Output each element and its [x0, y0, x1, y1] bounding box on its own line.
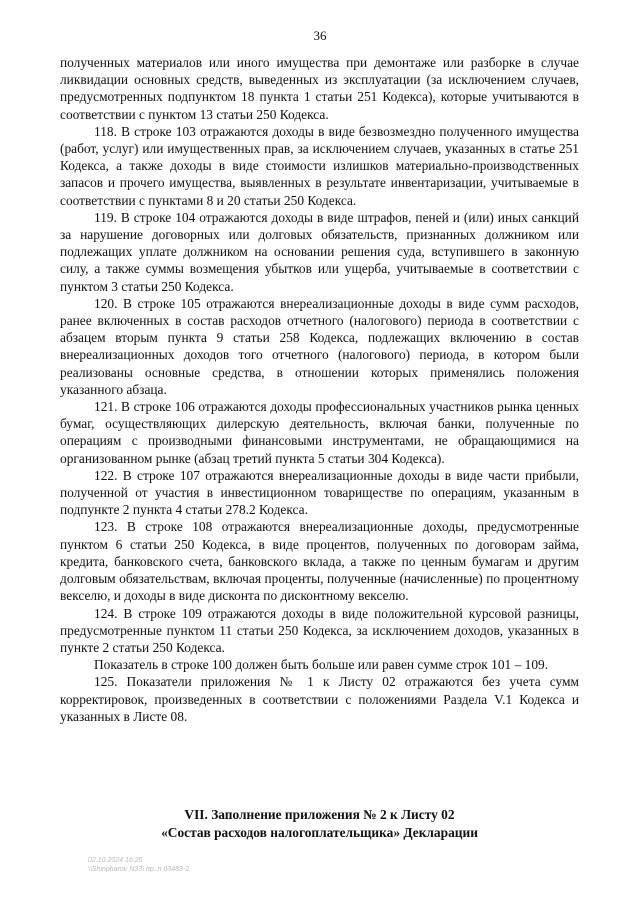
paragraph-118: 118. В строке 103 отражаются доходы в виде безвозмездно полученного имущества (работ, услуг) или имущественных прав, за исключением случаев, указанных в статье 251 Кодекса, а также доходы в виде стоимости излишков материально-производственных запасов и прочего имущества, выявленных в результате инвентаризации, учитываемые в соответствии с пунктами 8 и 20 статьи 250 Кодекса.: [60, 123, 579, 208]
paragraph-121: 121. В строке 106 отражаются доходы профессиональных участников рынка ценных бумаг, осуществляющих дилерскую деятельность, включая банки, полученные по операциям с производными финансовыми инструментами, не обращающимися на организованном рынке (абзац третий пункта 5 статьи 304 Кодекса).: [60, 399, 579, 466]
paragraph-124: 124. В строке 109 отражаются доходы в виде положительной курсовой разницы, предусмотренные пунктом 11 статьи 250 Кодекса, за исключением доходов, указанных в пункте 2 статьи 250 Кодекса.: [60, 605, 579, 655]
paragraph-continuation: полученных материалов или иного имущества при демонтаже или разборке в случае ликвидации основных средств, выведенных из эксплуатации (за исключением случаев, предусмотренных подпунктом 18 пункта 1 статьи 251 Кодекса), которые учитываются в соответствии с пунктом 13 статьи 250 Кодекса.: [60, 55, 579, 122]
body-text: [60, 54, 579, 725]
document-stamp: [88, 856, 189, 874]
paragraph-indicator-note: Показатель в строке 100 должен быть больше или равен сумме строк 101 – 109.: [94, 657, 549, 673]
section-heading-line-2: «Состав расходов налогоплательщика» Декларации: [161, 825, 478, 840]
paragraph-120: 120. В строке 105 отражаются внереализационные доходы в виде сумм расходов, ранее включенных в состав расходов отчетного (налогового) периода в соответствии с абзацем вторым пункта 9 статьи 258 Кодекса, подлежащих включению в состав внереализационных доходов того отчетного (налогового) периода, в котором были реализованы основные средства, в отношении которых применялись положения указанного абзаца.: [60, 295, 579, 397]
paragraph-125: 125. Показатели приложения № 1 к Листу 02 отражаются без учета сумм корректировок, произведенных в соответствии с положениями Раздела V.1 Кодекса и указанных в Листе 08.: [60, 674, 579, 724]
stamp-line-2: \\Shinpharov N33\ пр..п 03483-2: [88, 866, 190, 873]
page-number: 36: [313, 28, 327, 43]
section-heading: [60, 806, 579, 842]
stamp-line-1: 02.10.2024 16:25: [88, 857, 143, 864]
paragraph-123: 123. В строке 108 отражаются внереализационные доходы, предусмотренные пунктом 6 статьи 250 Кодекса, в виде процентов, полученных по договорам займа, кредита, банковского счета, банковского вклада, а также по ценным бумагам и другим долговым обязательствам, включая проценты, полученные (начисленные) по процентному векселю, и доходы в виде дисконта по дисконтному векселю.: [60, 519, 579, 604]
section-heading-line-1: VII. Заполнение приложения № 2 к Листу 02: [184, 807, 455, 822]
paragraph-119: 119. В строке 104 отражаются доходы в виде штрафов, пеней и (или) иных санкций за нарушение договорных или долговых обязательств, признанных должником или подлежащих уплате должником на основании решения суда, вступившего в законную силу, а также суммы возмещения убытков или ущерба, учитываемые в соответствии с пунктом 3 статьи 250 Кодекса.: [60, 209, 579, 294]
paragraph-122: 122. В строке 107 отражаются внереализационные доходы в виде части прибыли, полученной от участия в инвестиционном товариществе по операциям, указанным в подпункте 2 пункта 4 статьи 278.2 Кодекса.: [60, 467, 579, 518]
